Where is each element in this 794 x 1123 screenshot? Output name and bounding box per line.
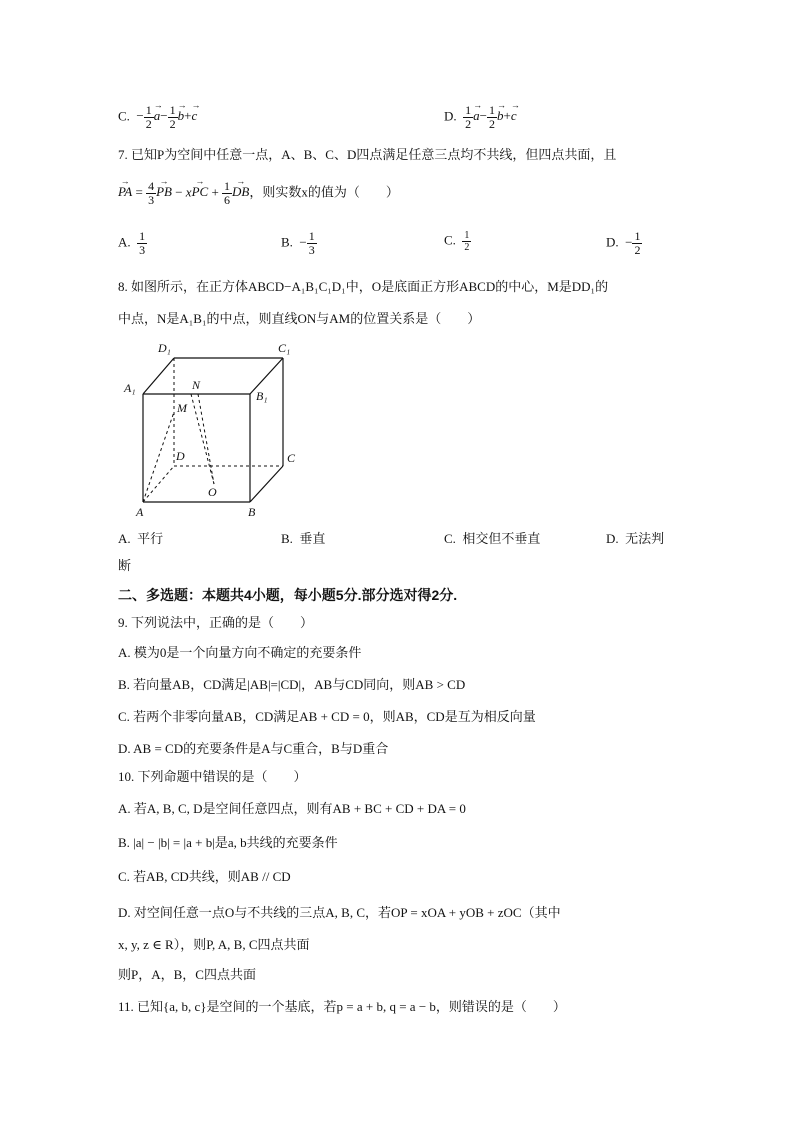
section-2-title: 二、多选题：本题共4小题，每小题5分.部分选对得2分. [118,587,458,603]
q11-stem: 11. 已知{a, b, c}是空间的一个基底，若p = a + b, q = a − b，则错误的是（ ） [118,999,566,1014]
q8-option-c: C. 相交但不垂直 [444,531,541,546]
label-d: D [176,449,185,463]
cube-figure [118,338,308,518]
q10-option-b: B. |a| − |b| = |a + b|是a, b共线的充要条件 [118,835,338,850]
q8-option-d: D. 无法判 [606,531,665,546]
label-m: M [177,401,187,415]
label-c: C [287,451,296,465]
q8-stem-line2: 中点，N是A₁B₁的中点，则直线ON与AM的位置关系是（ ） [118,311,481,326]
q7-stem-line1: 7. 已知P为空间中任意一点，A、B、C、D四点满足任意三点均不共线，但四点共面，且 [118,147,617,162]
q8-stem-line1: 8. 如图所示，在正方体ABCD−A₁B₁C₁D₁中，O是底面正方形ABCD的中心，M是DD₁的 [118,279,609,294]
q6-option-c: C. − $\frac{1}{2}$ → a− $\frac{1}{2}$ → b+→ c [118,104,197,131]
q7-option-b: B. − $\frac{1}{3}$ [281,229,315,257]
label-n: N [192,378,201,392]
q8-option-a: A. 平行 [118,531,164,546]
q9-option-d: D. AB = CD的充要条件是A与C重合，B与D重合 [118,741,389,756]
q10-option-a: A. 若A, B, C, D是空间任意四点，则有AB + BC + CD + DA = 0 [118,801,466,816]
label-c1: C₁ [278,341,291,355]
q7-stem-line2: → PA = $\frac{4}{3}$ → PB − x→ PC + $\frac{1}{6}$ → DB，则实数x的值为（ ） [118,180,399,207]
label-a: A [136,505,144,518]
q10-option-d-line1: D. 对空间任意一点O与不共线的三点A, B, C，若OP = xOA + yOB + zOC（其中 [118,905,561,920]
q6-option-d: D. $\frac{1}{2}$ → a− $\frac{1}{2}$ → b+→ c [444,104,517,131]
q9-option-c: C. 若两个非零向量AB，CD满足AB + CD = 0，则AB，CD是互为相反向量 [118,709,536,724]
label-b1: B₁ [256,389,268,403]
q9-stem: 9. 下列说法中，正确的是（ ） [118,615,314,630]
q8-option-d-wrap: 断 [118,558,132,573]
q7-option-c: C. $\frac{1}{2}$ [444,230,470,253]
q10-stem: 10. 下列命题中错误的是（ ） [118,769,307,784]
q7-option-a: A. $\frac{1}{3}$ [118,229,146,257]
label-o: O [208,485,217,499]
q6-option-d-expr: $\frac{1}{2}$ → a− $\frac{1}{2}$ → b+→ c [463,108,516,123]
q7-option-d: D. − $\frac{1}{2}$ [606,229,641,257]
q10-option-d-line2: x, y, z ∈ R），则P, A, B, C四点共面 [118,937,310,952]
q6-option-c-expr: − $\frac{1}{2}$ → a− $\frac{1}{2}$ → b+→ c [136,108,197,123]
q8-option-b: B. 垂直 [281,531,326,546]
q10-option-c: C. 若AB, CD共线，则AB // CD [118,869,291,884]
q9-option-a: A. 模为0是一个向量方向不确定的充要条件 [118,645,362,660]
label-b: B [248,505,256,518]
label-d1: D₁ [158,341,171,355]
q10-extra-line: 则P，A，B，C四点共面 [118,967,256,982]
label-a1: A₁ [124,381,136,395]
q9-option-b: B. 若向量AB，CD满足|AB|=|CD|，AB与CD同向，则AB > CD [118,677,466,692]
